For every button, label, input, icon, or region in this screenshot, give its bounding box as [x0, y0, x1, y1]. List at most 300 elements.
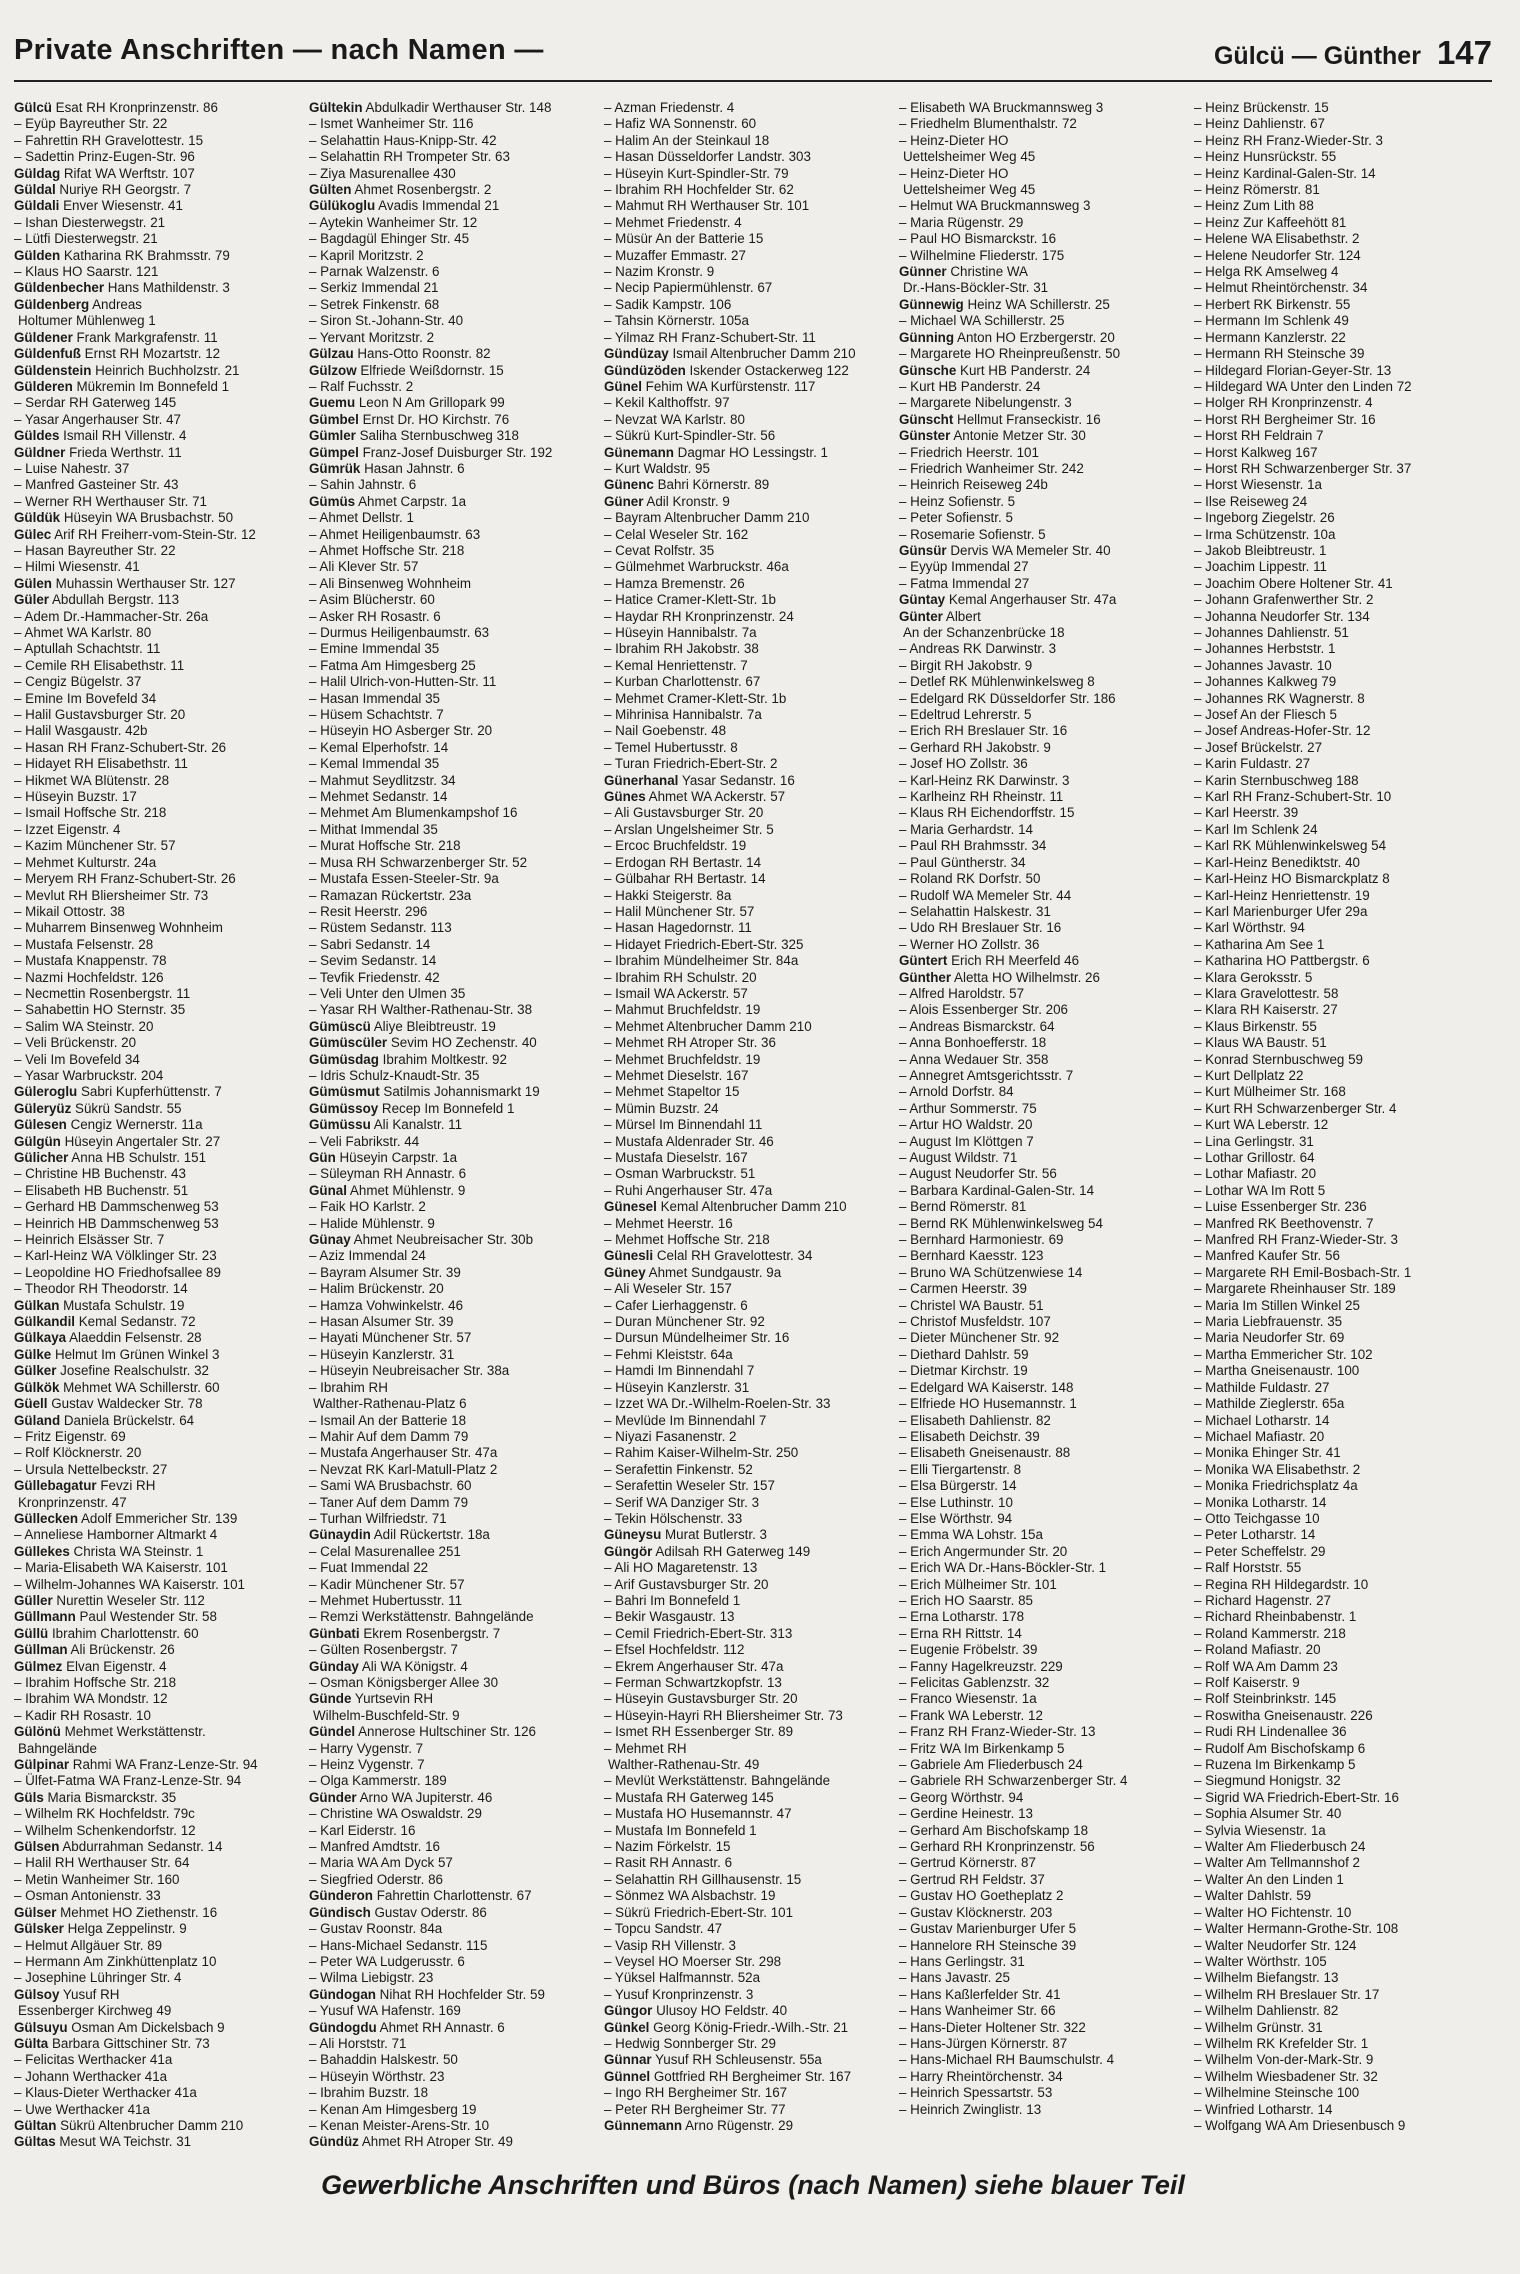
directory-entry: – Hüseyin-Hayri RH Bliersheimer Str. 73 — [604, 1707, 843, 1723]
directory-entry: – Hans-Michael Sedanstr. 115 — [309, 1937, 488, 1953]
directory-entry: – Muzaffer Emmastr. 27 — [604, 247, 746, 263]
directory-entry: – Veysel HO Moerser Str. 298 — [604, 1953, 782, 1969]
directory-entry: – Alfred Haroldstr. 57 — [899, 985, 1025, 1001]
directory-entry: – Kurt RH Schwarzenberger Str. 4 — [1194, 1100, 1397, 1116]
directory-entry: – Gustav Marienburger Ufer 5 — [899, 1921, 1077, 1937]
directory-entry: Güldenbecher Hans Mathildenstr. 3 — [14, 280, 230, 296]
directory-entry: – Sylvia Wiesenstr. 1a — [1194, 1822, 1326, 1838]
directory-entry: – Christof Musfeldstr. 107 — [899, 1314, 1051, 1330]
directory-entry: Uettelsheimer Weg 45 — [903, 182, 1036, 198]
directory-entry: – Karl Heerstr. 39 — [1194, 805, 1299, 821]
directory-entry: – Ziya Masurenallee 430 — [309, 165, 456, 181]
directory-entry: Güner Adil Kronstr. 9 — [604, 493, 730, 509]
directory-entry: – Kurt WA Leberstr. 12 — [1194, 1117, 1329, 1133]
directory-entry: – Else Luthinstr. 10 — [899, 1494, 1013, 1510]
directory-entry: – Mehmet Hubertusstr. 11 — [309, 1592, 463, 1608]
directory-entry: – Margarete RH Emil-Bosbach-Str. 1 — [1194, 1264, 1412, 1280]
directory-entry: – Fritz WA Im Birkenkamp 5 — [899, 1740, 1065, 1756]
directory-entry: – Heinrich HB Dammschenweg 53 — [14, 1215, 219, 1231]
directory-entry: Gülükoglu Avadis Immendal 21 — [309, 198, 500, 214]
directory-entry: – Hermann Im Schlenk 49 — [1194, 313, 1349, 329]
directory-entry: – Gerhard HB Dammschenweg 53 — [14, 1199, 219, 1215]
directory-entry: Gülkök Mehmet WA Schillerstr. 60 — [14, 1379, 220, 1395]
directory-entry: – Rudolf Am Bischofskamp 6 — [1194, 1740, 1366, 1756]
directory-entry: Günenc Bahri Körnerstr. 89 — [604, 477, 770, 493]
directory-entry: Gümrük Hasan Jahnstr. 6 — [309, 460, 465, 476]
directory-entry: – Bernd RK Mühlenwinkelsweg 54 — [899, 1215, 1103, 1231]
directory-entry: – Arslan Ungelsheimer Str. 5 — [604, 821, 774, 837]
directory-entry: Uettelsheimer Weg 45 — [903, 149, 1036, 165]
directory-entry: – Rudolf WA Memeler Str. 44 — [899, 887, 1072, 903]
directory-entry: Günay Ahmet Neubreisacher Str. 30b — [309, 1232, 534, 1248]
directory-entry: – Gustav Roonstr. 84a — [309, 1921, 443, 1937]
directory-entry: – Irma Schützenstr. 10a — [1194, 526, 1336, 542]
directory-entry: – Hildegard WA Unter den Linden 72 — [1194, 378, 1412, 394]
directory-entry: Walther-Rathenau-Str. 49 — [608, 1757, 760, 1773]
directory-entry: Gülderen Mükremin Im Bonnefeld 1 — [14, 378, 230, 394]
directory-entry: – Klara Geroksstr. 5 — [1194, 969, 1313, 985]
directory-entry: – Rolf Steinbrinkstr. 145 — [1194, 1691, 1337, 1707]
directory-entry: Gümüscü Aliye Bleibtreustr. 19 — [309, 1018, 496, 1034]
directory-entry: Günster Antonie Metzer Str. 30 — [899, 428, 1086, 444]
directory-entry: – Selahattin Halskestr. 31 — [899, 903, 1051, 919]
directory-entry: – Friedhelm Blumenthalstr. 72 — [899, 116, 1077, 132]
directory-entry: – Celal Masurenallee 251 — [309, 1543, 461, 1559]
directory-entry: – Gerhard RH Jakobstr. 9 — [899, 739, 1051, 755]
directory-entry: – Mehmet Bruchfeldstr. 19 — [604, 1051, 761, 1067]
directory-entry: – Cengiz Bügelstr. 37 — [14, 674, 142, 690]
directory-entry: – Cemil Friedrich-Ebert-Str. 313 — [604, 1625, 793, 1641]
directory-entry: – Ruzena Im Birkenkamp 5 — [1194, 1757, 1356, 1773]
directory-entry: – Michael Mafiastr. 20 — [1194, 1428, 1325, 1444]
directory-entry: – Ahmet WA Karlstr. 80 — [14, 625, 152, 640]
directory-entry: – Peter WA Ludgerusstr. 6 — [309, 1953, 465, 1969]
directory-entry: – Kurt HB Panderstr. 24 — [899, 378, 1041, 394]
directory-entry: – Kurt Dellplatz 22 — [1194, 1067, 1304, 1083]
directory-entry: – Kurt Waldstr. 95 — [604, 460, 710, 476]
directory-entry: – Katharina Am See 1 — [1194, 936, 1325, 952]
directory-entry: – Azman Friedenstr. 4 — [604, 100, 735, 115]
directory-entry: – Mustafa Essen-Steeler-Str. 9a — [309, 871, 499, 887]
directory-entry: – Klara Gravelottestr. 58 — [1194, 985, 1339, 1001]
directory-entry: – Yusuf WA Hafenstr. 169 — [309, 2003, 461, 2019]
directory-entry: – Hüseyin Neubreisacher Str. 38a — [309, 1363, 510, 1379]
directory-entry: Günner Christine WA — [899, 264, 1028, 280]
directory-entry: – Mehmet Sedanstr. 14 — [309, 789, 448, 805]
directory-entry: – Kenan Am Himgesberg 19 — [309, 2101, 477, 2117]
directory-entry: – Hüseyin HO Asberger Str. 20 — [309, 723, 493, 739]
directory-entry: Günal Ahmet Mühlenstr. 9 — [309, 1182, 466, 1198]
directory-entry: – Maria-Elisabeth WA Kaiserstr. 101 — [14, 1560, 228, 1576]
directory-entry: Günbati Ekrem Rosenbergstr. 7 — [309, 1625, 501, 1641]
directory-entry: – Ilse Reiseweg 24 — [1194, 493, 1308, 509]
directory-entry: – Hasan Düsseldorfer Landstr. 303 — [604, 149, 811, 165]
directory-entry: – Martha Gneisenaustr. 100 — [1194, 1363, 1360, 1379]
directory-entry: – Wilhelm Biefangstr. 13 — [1194, 1970, 1339, 1986]
directory-entry: – Sahabettin HO Sternstr. 35 — [14, 1002, 186, 1018]
directory-entry: – Heinz Hunsrückstr. 55 — [1194, 149, 1337, 165]
directory-entry: – Bahri Im Bonnefeld 1 — [604, 1592, 741, 1608]
directory-entry: – Ibrahim Hoffsche Str. 218 — [14, 1675, 177, 1690]
directory-entry: – Asker RH Rosastr. 6 — [309, 608, 441, 624]
directory-entry: – Bayram Altenbrucher Damm 210 — [604, 510, 810, 526]
column-5 — [1194, 100, 1489, 2160]
directory-entry: – Setrek Finkenstr. 68 — [309, 296, 440, 312]
directory-entry: – Emine Immendal 35 — [309, 641, 440, 657]
directory-entry: – Werner HO Zollstr. 36 — [899, 936, 1040, 952]
directory-entry: – Erich RH Breslauer Str. 16 — [899, 723, 1068, 739]
directory-entry: – Halil Münchener Str. 57 — [604, 903, 755, 919]
directory-entry: – Monika Lotharstr. 14 — [1194, 1494, 1327, 1510]
directory-entry: – Rolf WA Am Damm 23 — [1194, 1658, 1338, 1674]
directory-entry: – Yasar Angerhauser Str. 47 — [14, 411, 181, 427]
directory-entry: Gündüzöden Iskender Ostackerweg 122 — [604, 362, 849, 378]
directory-entry: – Muharrem Binsenweg Wohnheim — [14, 920, 223, 936]
directory-entry: – Hans-Jürgen Körnerstr. 87 — [899, 2035, 1068, 2051]
directory-entry: Güllmann Paul Westender Str. 58 — [14, 1609, 217, 1625]
directory-entry: Güllebagatur Fevzi RH — [14, 1478, 156, 1494]
directory-entry: – Emine Im Bovefeld 34 — [14, 690, 157, 706]
directory-entry: – Aziz Immendal 24 — [309, 1248, 426, 1264]
directory-entry: – Siegmund Honigstr. 32 — [1194, 1773, 1341, 1789]
directory-entry: – Yasar RH Walther-Rathenau-Str. 38 — [309, 1002, 533, 1018]
directory-entry: – Murat Hoffsche Str. 218 — [309, 838, 461, 854]
directory-entry: Gülgün Hüseyin Angertaler Str. 27 — [14, 1133, 221, 1149]
directory-entry: – Kazim Münchener Str. 57 — [14, 838, 176, 854]
directory-entry: – Tevfik Friedenstr. 42 — [309, 969, 440, 985]
directory-entry: – Müsür An der Batterie 15 — [604, 231, 764, 247]
directory-entry: – Richard Hagenstr. 27 — [1194, 1592, 1331, 1608]
directory-entry: Kronprinzenstr. 47 — [18, 1494, 127, 1510]
directory-entry: – Erna RH Rittstr. 14 — [899, 1625, 1022, 1641]
directory-entry: – Josef Andreas-Hofer-Str. 12 — [1194, 723, 1371, 739]
directory-entry: – Cafer Lierhaggenstr. 6 — [604, 1297, 748, 1313]
directory-entry: – Mürsel Im Binnendahl 11 — [604, 1117, 763, 1133]
directory-entry: – Christine WA Oswaldstr. 29 — [309, 1806, 482, 1822]
directory-entry: Gülkandil Kemal Sedanstr. 72 — [14, 1314, 196, 1330]
directory-entry: – Idris Schulz-Knaudt-Str. 35 — [309, 1067, 480, 1083]
directory-entry: – Ali Weseler Str. 157 — [604, 1281, 732, 1297]
directory-entry: – Duran Münchener Str. 92 — [604, 1314, 765, 1330]
directory-entry: – Hidayet RH Elisabethstr. 11 — [14, 756, 188, 772]
directory-entry: – Hüseyin Kanzlerstr. 31 — [309, 1346, 455, 1362]
directory-entry: – Ismet RH Essenberger Str. 89 — [604, 1724, 794, 1740]
directory-entry: – Hasan Alsumer Str. 39 — [309, 1314, 454, 1330]
directory-entry: – Emma WA Lohstr. 15a — [899, 1527, 1043, 1543]
directory-entry: Gündogdu Ahmet RH Annastr. 6 — [309, 2019, 505, 2035]
directory-entry: – Fehmi Kleiststr. 64a — [604, 1346, 733, 1362]
directory-entry: – Halim An der Steinkaul 18 — [604, 132, 770, 148]
directory-entry: – Lothar Mafiastr. 20 — [1194, 1166, 1317, 1182]
directory-entry: – Maria Im Stillen Winkel 25 — [1194, 1297, 1360, 1313]
directory-entry: – Peter Lotharstr. 14 — [1194, 1527, 1316, 1543]
directory-entry: – Ingeborg Ziegelstr. 26 — [1194, 510, 1335, 526]
directory-entry: – Turhan Wilfriedstr. 71 — [309, 1510, 447, 1526]
directory-entry: – Andreas RK Darwinstr. 3 — [899, 641, 1057, 657]
directory-entry: – Vasip RH Villenstr. 3 — [604, 1937, 736, 1953]
directory-entry: – Halil RH Werthauser Str. 64 — [14, 1855, 190, 1871]
directory-entry: – Katharina HO Pattbergstr. 6 — [1194, 953, 1370, 969]
directory-entry: – Manfred RK Beethovenstr. 7 — [1194, 1215, 1374, 1231]
directory-entry: – Tahsin Körnerstr. 105a — [604, 313, 749, 329]
directory-entry: Gümbel Ernst Dr. HO Kirchstr. 76 — [309, 411, 510, 427]
directory-entry: – Temel Hubertusstr. 8 — [604, 739, 738, 755]
directory-entry: – Fatma Immendal 27 — [899, 575, 1030, 591]
column-3 — [604, 100, 899, 2160]
directory-entry: – Andreas Bismarckstr. 64 — [899, 1018, 1055, 1034]
directory-entry: – Richard Rheinbabenstr. 1 — [1194, 1609, 1357, 1625]
directory-entry: Gülkan Mustafa Schulstr. 19 — [14, 1297, 185, 1313]
directory-entry: – Elli Tiergartenstr. 8 — [899, 1461, 1022, 1477]
directory-entry: Gülesen Cengiz Wernerstr. 11a — [14, 1117, 203, 1133]
directory-entry: – Hüseyin Kanzlerstr. 31 — [604, 1379, 750, 1395]
directory-entry: – Gülmehmet Warbruckstr. 46a — [604, 559, 789, 575]
directory-entry: – Taner Auf dem Damm 79 — [309, 1494, 469, 1510]
directory-entry: – Christel WA Baustr. 51 — [899, 1297, 1044, 1313]
directory-entry: – Heinrich Spessartstr. 53 — [899, 2085, 1053, 2101]
directory-entry: – Yüksel Halfmannstr. 52a — [604, 1970, 761, 1986]
directory-entry: – Anna Bonhoefferstr. 18 — [899, 1035, 1047, 1051]
directory-entry: – Winfried Lotharstr. 14 — [1194, 2101, 1333, 2117]
directory-entry: – Bruno WA Schützenwiese 14 — [899, 1264, 1083, 1280]
directory-entry: Güleryüz Sükrü Sandstr. 55 — [14, 1100, 182, 1116]
directory-entry: – Werner RH Werthauser Str. 71 — [14, 493, 207, 509]
directory-entry: – Peter Scheffelstr. 29 — [1194, 1543, 1326, 1559]
directory-entry: – Heinrich Elsässer Str. 7 — [14, 1232, 165, 1248]
directory-entry: Güldali Enver Wiesenstr. 41 — [14, 198, 183, 214]
directory-entry: – Salim WA Steinstr. 20 — [14, 1018, 154, 1034]
directory-entry: – Gülten Rosenbergstr. 7 — [309, 1642, 458, 1658]
directory-entry: – Heinz Zum Lith 88 — [1194, 198, 1314, 214]
directory-entry: – Veli Im Bovefeld 34 — [14, 1051, 140, 1067]
directory-entry: – Halil Gustavsburger Str. 20 — [14, 707, 186, 723]
directory-entry: – Rahim Kaiser-Wilhelm-Str. 250 — [604, 1445, 799, 1461]
directory-entry: – Mehmet Friedenstr. 4 — [604, 214, 742, 230]
directory-entry: – Musa RH Schwarzenberger Str. 52 — [309, 854, 528, 870]
directory-entry: – Hannelore RH Steinsche 39 — [899, 1937, 1077, 1953]
directory-entry: Gündisch Gustav Oderstr. 86 — [309, 1904, 487, 1920]
directory-entry: Güls Maria Bismarckstr. 35 — [14, 1789, 177, 1805]
directory-entry: – Mahmut Bruchfeldstr. 19 — [604, 1002, 761, 1018]
directory-entry: – Ralf Fuchsstr. 2 — [309, 378, 414, 394]
directory-entry: – Rudi RH Lindenallee 36 — [1194, 1724, 1347, 1740]
directory-entry: – Halim Brückenstr. 20 — [309, 1281, 444, 1297]
directory-entry: – Maria Liebfrauenstr. 35 — [1194, 1314, 1343, 1330]
directory-entry: – Veli Fabrikstr. 44 — [309, 1133, 420, 1149]
directory-entry: – Heinz Kardinal-Galen-Str. 14 — [1194, 165, 1376, 181]
directory-entry: Güler Abdullah Bergstr. 113 — [14, 592, 180, 608]
directory-entry: – Manfred RH Franz-Wieder-Str. 3 — [1194, 1232, 1398, 1248]
directory-entry: – Osman Antonienstr. 33 — [14, 1888, 161, 1904]
directory-entry: – Heinrich Reiseweg 24b — [899, 477, 1048, 493]
directory-entry: – Wilhelm Wiesbadener Str. 32 — [1194, 2068, 1378, 2084]
directory-entry: – Heinz RH Franz-Wieder-Str. 3 — [1194, 132, 1384, 148]
directory-entry: – Hans-Michael RH Baumschulstr. 4 — [899, 2052, 1115, 2068]
directory-entry: – Else Wörthstr. 94 — [899, 1510, 1013, 1526]
directory-entry: – Karl-Heinz HO Bismarckplatz 8 — [1194, 871, 1390, 887]
directory-entry: – Hedwig Sonnberger Str. 29 — [604, 2035, 776, 2051]
directory-entry: – Anneliese Hamborner Altmarkt 4 — [14, 1527, 218, 1543]
directory-entry: Holtumer Mühlenweg 1 — [18, 313, 156, 329]
directory-entry: – Sami WA Brusbachstr. 60 — [309, 1478, 472, 1494]
directory-entry: – Maria Rügenstr. 29 — [899, 214, 1024, 230]
directory-entry: Güntay Kemal Angerhauser Str. 47a — [899, 592, 1117, 608]
directory-entry: Güneysu Murat Butlerstr. 3 — [604, 1527, 767, 1543]
directory-entry: – Ülfet-Fatma WA Franz-Lenze-Str. 94 — [14, 1773, 242, 1789]
directory-entry: – Yilmaz RH Franz-Schubert-Str. 11 — [604, 329, 816, 345]
directory-entry: – Izzet WA Dr.-Wilhelm-Roelen-Str. 33 — [604, 1396, 831, 1412]
directory-entry: – Karlheinz RH Rheinstr. 11 — [899, 789, 1064, 805]
directory-entry: – Ibrahim WA Mondstr. 12 — [14, 1691, 168, 1707]
directory-entry: – Gerhard RH Kronprinzenstr. 56 — [899, 1839, 1095, 1855]
directory-entry: – Johannes Kalkweg 79 — [1194, 674, 1337, 690]
directory-entry: – Klaus-Dieter Werthacker 41a — [14, 2085, 197, 2101]
directory-entry: – Osman Warbruckstr. 51 — [604, 1166, 756, 1182]
directory-entry: Günesli Celal RH Gravelottestr. 34 — [604, 1248, 813, 1264]
directory-entry: – Heinz Sofienstr. 5 — [899, 493, 1016, 509]
directory-entry: – Christine HB Buchenstr. 43 — [14, 1166, 186, 1182]
directory-entry: – Nazim Kronstr. 9 — [604, 264, 715, 280]
directory-entry: – Kapril Moritzstr. 2 — [309, 247, 424, 263]
directory-entry: – Mahmut Seydlitzstr. 34 — [309, 772, 456, 788]
directory-entry: – Karl-Heinz WA Völklinger Str. 23 — [14, 1248, 217, 1264]
directory-entry: – Adem Dr.-Hammacher-Str. 26a — [14, 608, 209, 624]
directory-entry: – Heinz Vygenstr. 7 — [309, 1757, 425, 1773]
directory-entry: – Gertrud Körnerstr. 87 — [899, 1855, 1036, 1871]
directory-entry: – Lothar Grillostr. 64 — [1194, 1150, 1315, 1165]
directory-entry: – Heinz Brückenstr. 15 — [1194, 100, 1329, 115]
directory-entry: – Mahir Auf dem Damm 79 — [309, 1428, 469, 1444]
directory-entry: – Karl-Heinz Benediktstr. 40 — [1194, 854, 1360, 870]
directory-entry: Gümüs Ahmet Carpstr. 1a — [309, 493, 467, 509]
directory-entry: – Kadir RH Rosastr. 10 — [14, 1707, 151, 1723]
directory-entry: – Hüseyin Wörthstr. 23 — [309, 2068, 445, 2084]
directory-entry: Günnel Gottfried RH Bergheimer Str. 167 — [604, 2068, 852, 2084]
directory-entry: – Monika Ehinger Str. 41 — [1194, 1445, 1341, 1461]
directory-entry: – Erich WA Dr.-Hans-Böckler-Str. 1 — [899, 1560, 1107, 1576]
directory-entry: – Gerhard Am Bischofskamp 18 — [899, 1822, 1089, 1838]
directory-entry: – Wilhelmine Steinsche 100 — [1194, 2085, 1360, 2101]
directory-entry: – Heinz Dahlienstr. 67 — [1194, 116, 1326, 132]
directory-entry: Gümüsmut Satilmis Johannismarkt 19 — [309, 1084, 540, 1100]
directory-entry: – Roswitha Gneisenaustr. 226 — [1194, 1707, 1373, 1723]
directory-entry: – Asim Blücherstr. 60 — [309, 592, 435, 608]
directory-entry: Gümpel Franz-Josef Duisburger Str. 192 — [309, 444, 553, 460]
directory-entry: Güldük Hüseyin WA Brusbachstr. 50 — [14, 510, 234, 526]
directory-entry: Günning Anton HO Erzbergerstr. 20 — [899, 329, 1115, 345]
directory-entry: Gülzow Elfriede Weißdornstr. 15 — [309, 362, 504, 378]
directory-entry: – Aptullah Schachtstr. 11 — [14, 641, 161, 657]
directory-entry: – Wilhelm Grünstr. 31 — [1194, 2019, 1323, 2035]
directory-entry: – Mehmet Am Blumenkampshof 16 — [309, 805, 518, 821]
directory-entry: – Mathilde Fuldastr. 27 — [1194, 1379, 1330, 1395]
directory-entry: – Bekir Wasgaustr. 13 — [604, 1609, 735, 1625]
directory-entry: – Ruhi Angerhauser Str. 47a — [604, 1182, 773, 1198]
directory-entry: – Karl Im Schlenk 24 — [1194, 821, 1318, 837]
directory-entry: – Ibrahim Buzstr. 18 — [309, 2085, 429, 2101]
directory-entry: Gülen Muhassin Werthauser Str. 127 — [14, 575, 236, 591]
directory-entry: – Sükrü Friedrich-Ebert-Str. 101 — [604, 1904, 794, 1920]
directory-entry: Gündel Annerose Hultschiner Str. 126 — [309, 1724, 537, 1740]
directory-entry: – Serkiz Immendal 21 — [309, 280, 439, 296]
directory-entry: – Manfred Kaufer Str. 56 — [1194, 1248, 1340, 1264]
directory-entry: – Kenan Meister-Arens-Str. 10 — [309, 2117, 490, 2133]
directory-entry: – Selahattin Haus-Knipp-Str. 42 — [309, 132, 497, 148]
directory-entry: Gülsker Helga Zeppelinstr. 9 — [14, 1921, 187, 1937]
directory-entry: – Mehmet RH — [604, 1740, 687, 1756]
directory-entry: Güland Daniela Brückelstr. 64 — [14, 1412, 195, 1428]
directory-entry: Güldag Rifat WA Werftstr. 107 — [14, 165, 195, 181]
directory-entry: – Heinrich Zwinglistr. 13 — [899, 2101, 1042, 2117]
directory-entry: – Metin Wanheimer Str. 160 — [14, 1871, 180, 1887]
directory-entry: Güldal Nuriye RH Georgstr. 7 — [14, 182, 192, 198]
directory-entry: – Wilhelm Schenkendorfstr. 12 — [14, 1822, 196, 1838]
directory-entry: – Ibrahim RH Jakobstr. 38 — [604, 641, 759, 657]
directory-entry: – Walter Am Fliederbusch 24 — [1194, 1839, 1366, 1855]
directory-entry: Gündüzay Ismail Altenbrucher Damm 210 — [604, 346, 856, 362]
directory-entry: – Mahmut RH Werthauser Str. 101 — [604, 198, 810, 214]
directory-entry: – Wilhelm RK Krefelder Str. 1 — [1194, 2035, 1369, 2051]
directory-entry: – Hans-Dieter Holtener Str. 322 — [899, 2019, 1086, 2035]
directory-entry: – Udo RH Breslauer Str. 16 — [899, 920, 1062, 936]
directory-entry: – Dietmar Kirchstr. 19 — [899, 1363, 1028, 1379]
directory-entry: – Friedrich Heerstr. 101 — [899, 444, 1039, 460]
directory-entry: – Faik HO Karlstr. 2 — [309, 1199, 426, 1215]
directory-entry: – Uwe Werthacker 41a — [14, 2101, 150, 2117]
directory-entry: – August Wildstr. 71 — [899, 1150, 1018, 1165]
name-range: Gülcü — Günther — [1213, 42, 1421, 70]
directory-entry: Günter Albert — [899, 608, 981, 624]
directory-entry: Gülsuyu Osman Am Dickelsbach 9 — [14, 2019, 225, 2035]
directory-entry: – Ekrem Angerhauser Str. 47a — [604, 1658, 784, 1674]
directory-entry: Günther Aletta HO Wilhelmstr. 26 — [899, 969, 1100, 985]
directory-entry: – Holger RH Kronprinzenstr. 4 — [1194, 395, 1373, 411]
directory-entry: – Erna Lotharstr. 178 — [899, 1609, 1025, 1625]
directory-entry: – Dursun Mündelheimer Str. 16 — [604, 1330, 790, 1346]
directory-entry: – Eyüp Bayreuther Str. 22 — [14, 116, 168, 132]
directory-entry: – Mehmet Hoffsche Str. 218 — [604, 1232, 770, 1248]
directory-entry: – Lütfi Diesterwegstr. 21 — [14, 231, 158, 247]
directory-entry: – Kemal Immendal 35 — [309, 756, 440, 772]
directory-entry: Güllman Ali Brückenstr. 26 — [14, 1642, 175, 1658]
directory-entry: – Klaus HO Saarstr. 121 — [14, 264, 159, 280]
directory-entry: – Birgit RH Jakobstr. 9 — [899, 657, 1033, 673]
directory-entry: Wilhelm-Buschfeld-Str. 9 — [313, 1707, 460, 1723]
directory-entry: – Helene WA Elisabethstr. 2 — [1194, 231, 1360, 247]
directory-entry: – Hans Kaßlerfelder Str. 41 — [899, 1986, 1061, 2002]
directory-entry: – Detlef RK Mühlenwinkelsweg 8 — [899, 674, 1095, 690]
directory-entry: – Ismail WA Ackerstr. 57 — [604, 985, 748, 1001]
directory-entry: – Nevzat RK Karl-Matull-Platz 2 — [309, 1461, 498, 1477]
directory-entry: Günnewig Heinz WA Schillerstr. 25 — [899, 296, 1110, 312]
directory-entry: Gülsen Abdurrahman Sedanstr. 14 — [14, 1839, 223, 1855]
directory-entry: – Kurt Mülheimer Str. 168 — [1194, 1084, 1346, 1100]
directory-entry: Günesel Kemal Altenbrucher Damm 210 — [604, 1199, 847, 1215]
directory-entry: – Edelgard RK Düsseldorfer Str. 186 — [899, 690, 1116, 706]
directory-entry: – Michael Lotharstr. 14 — [1194, 1412, 1330, 1428]
directory-entry: Güney Ahmet Sundgaustr. 9a — [604, 1264, 782, 1280]
directory-entry: – Franco Wiesenstr. 1a — [899, 1691, 1037, 1707]
directory-entry: Günkel Georg König-Friedr.-Wilh.-Str. 21 — [604, 2019, 849, 2035]
directory-entry: – Hermann Am Zinkhüttenplatz 10 — [14, 1953, 217, 1969]
directory-entry: Günel Fehim WA Kurfürstenstr. 117 — [604, 378, 816, 394]
directory-entry: Güngor Ulusoy HO Feldstr. 40 — [604, 2003, 788, 2019]
directory-entry: Günnemann Arno Rügenstr. 29 — [604, 2117, 794, 2133]
directory-entry: – Johannes Herbststr. 1 — [1194, 641, 1336, 657]
directory-entry: – Monika Friedrichsplatz 4a — [1194, 1478, 1358, 1494]
directory-entry: – Parnak Walzenstr. 6 — [309, 264, 440, 280]
directory-entry: – Barbara Kardinal-Galen-Str. 14 — [899, 1182, 1095, 1198]
